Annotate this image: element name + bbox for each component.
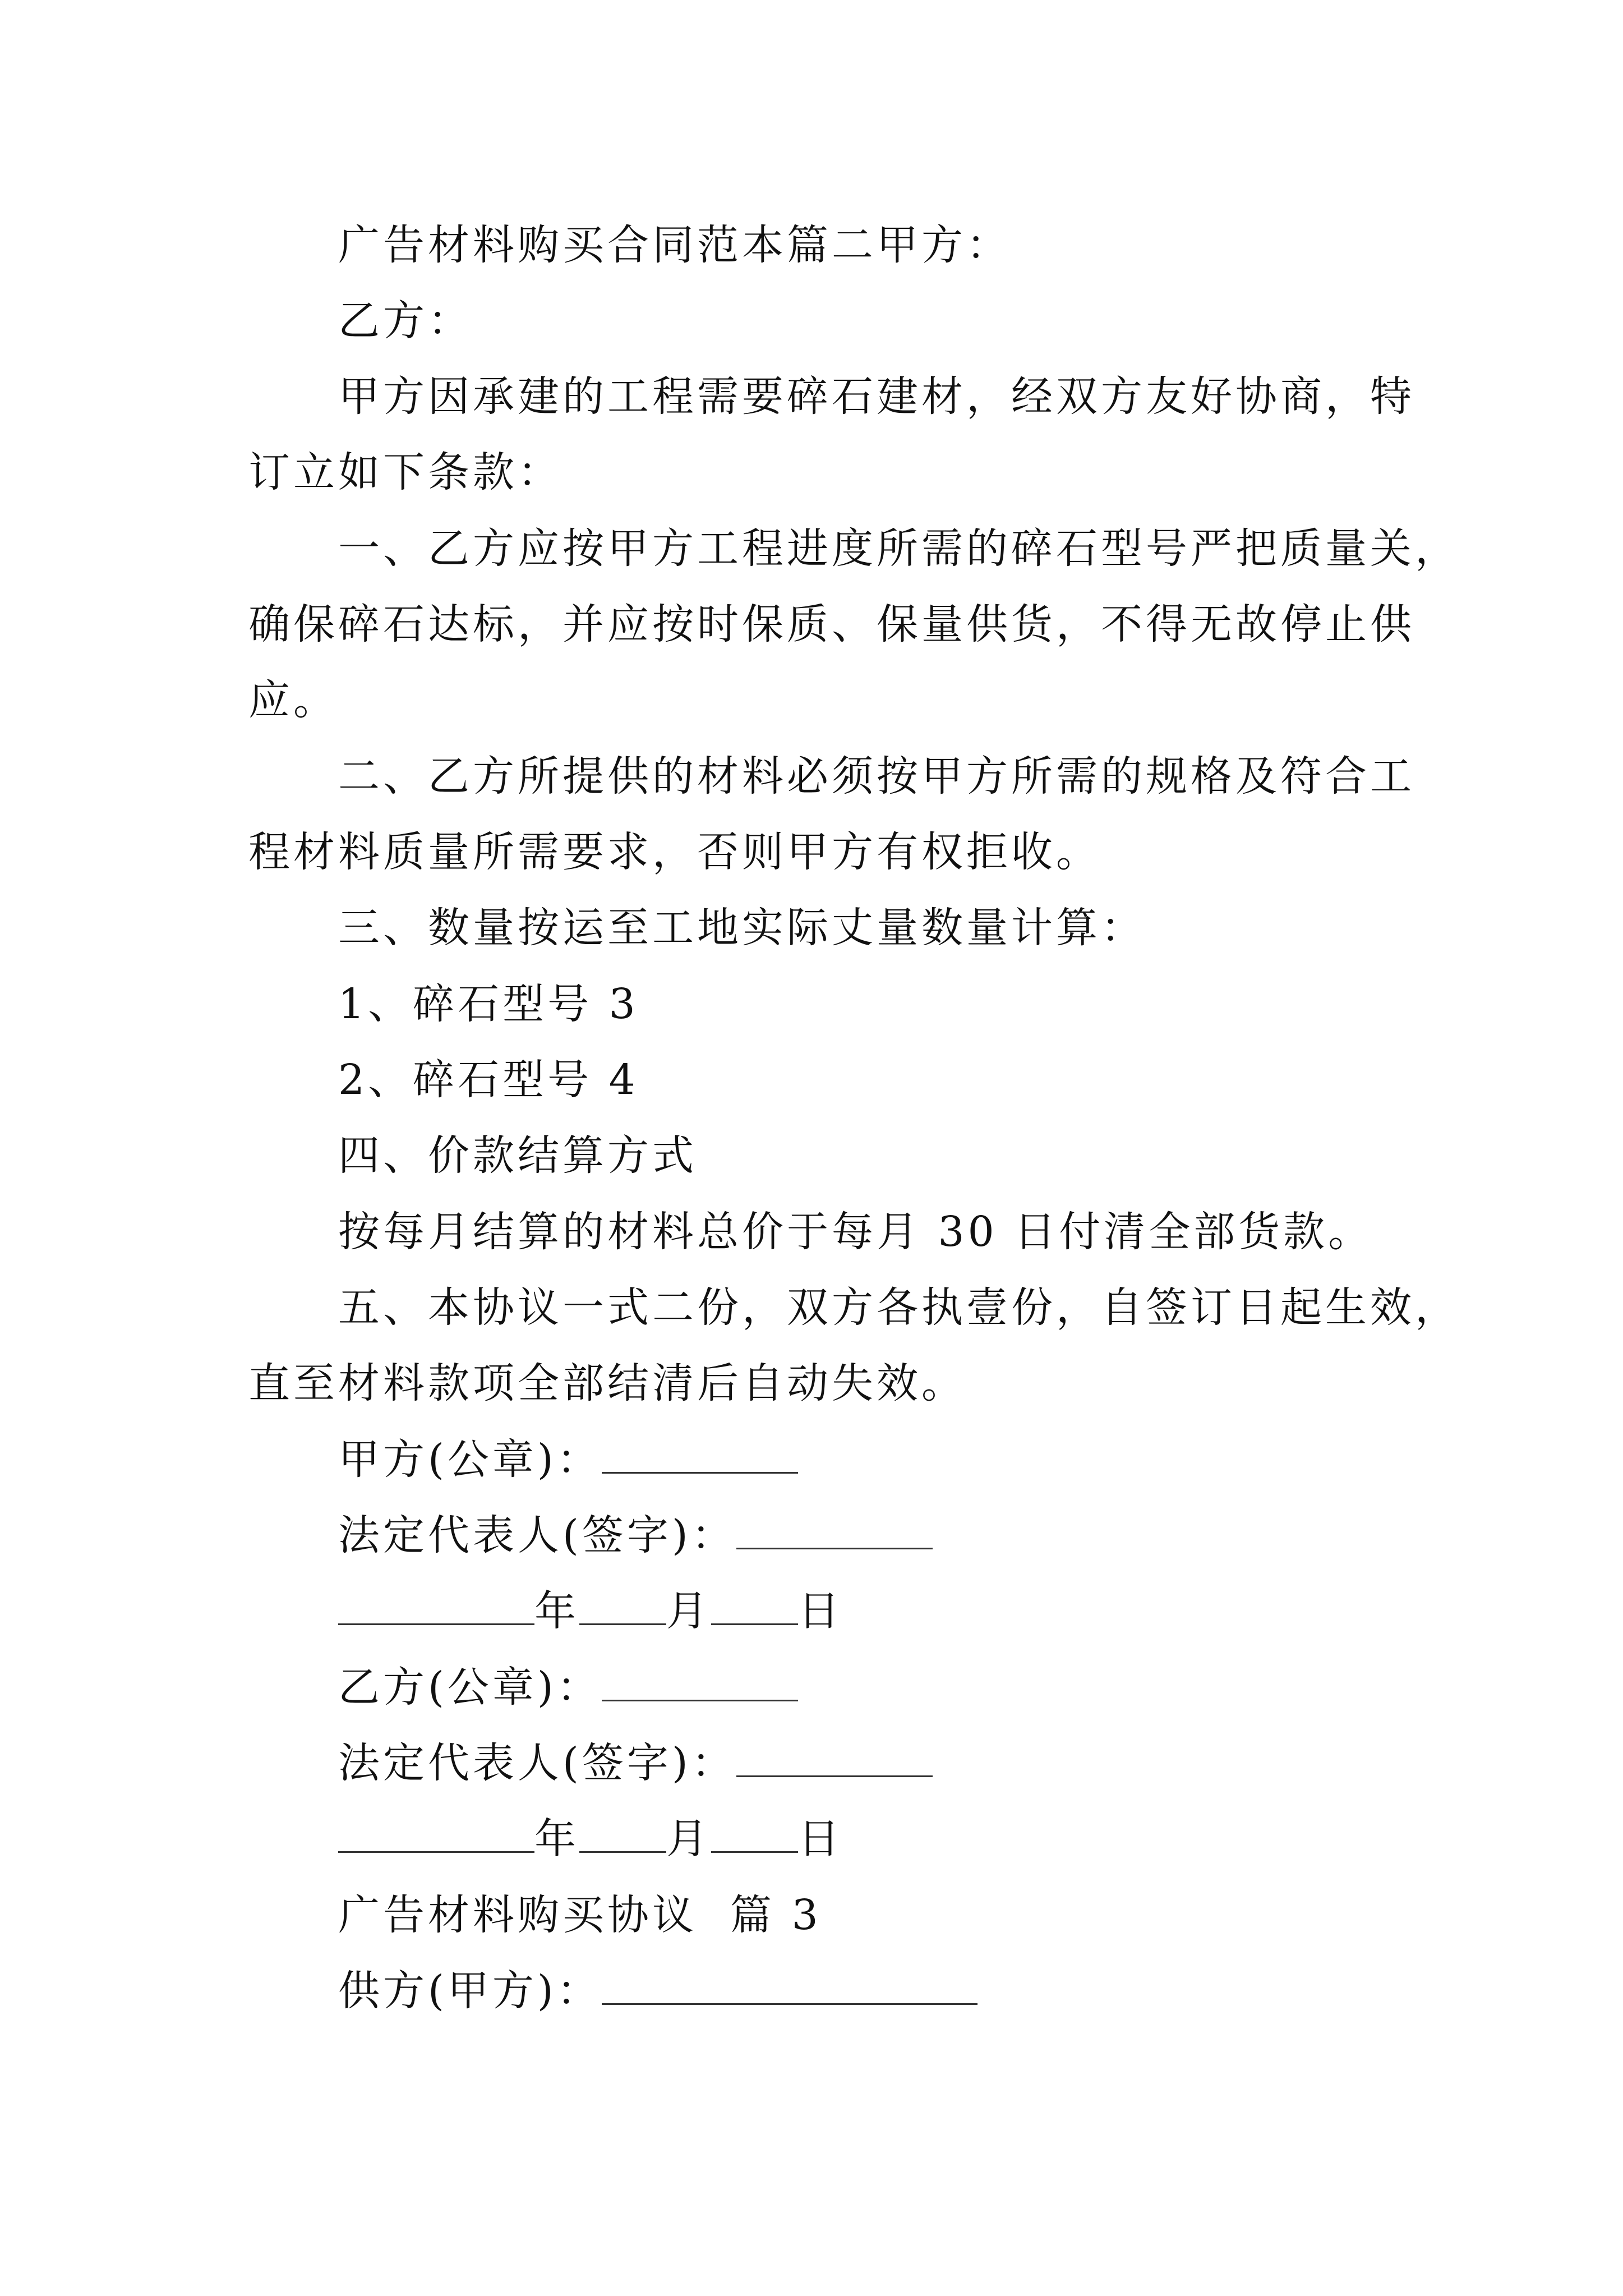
party-b-label: 乙方：	[338, 297, 473, 345]
clause-3-heading: 三、数量按运至工地实际丈量数量计算：	[338, 904, 1146, 952]
party-a-seal-line: 甲方(公章)：	[338, 1434, 798, 1485]
clause-1-line-3: 应。	[248, 676, 338, 724]
title-line: 广告材料购买合同范本篇二甲方：	[338, 221, 1011, 269]
party-b-representative-line: 法定代表人(签字)：	[338, 1738, 933, 1788]
intro-paragraph-line-1: 甲方因承建的工程需要碎石建材，经双方友好协商，特	[338, 372, 1415, 421]
clause-2-line-1: 二、乙方所提供的材料必须按甲方所需的规格及符合工	[338, 752, 1415, 800]
clause-1-line-1: 一、乙方应按甲方工程进度所需的碎石型号严把质量关，	[338, 524, 1460, 573]
clause-4-heading: 四、价款结算方式	[338, 1131, 697, 1180]
party-b-seal-line: 乙方(公章)：	[338, 1662, 798, 1713]
party-b-date-line: 年 月 日	[338, 1814, 843, 1864]
clause-2-line-2: 程材料质量所需要求，否则甲方有权拒收。	[248, 828, 1101, 876]
intro-paragraph-line-2: 订立如下条款：	[248, 448, 562, 496]
party-a-day-blank	[711, 1589, 798, 1625]
party-a-date-line: 年 月 日	[338, 1586, 843, 1636]
clause-4-body: 按每月结算的材料总价于每月 30 日付清全部货款。	[338, 1208, 1373, 1256]
supplier-line: 供方(甲方)：	[338, 1966, 978, 2016]
clause-3-item-2: 2、碎石型号 4	[338, 1056, 639, 1104]
party-a-month-blank	[579, 1589, 666, 1625]
clause-1-line-2: 确保碎石达标，并应按时保质、保量供货，不得无故停止供	[248, 600, 1415, 648]
section-3-title: 广告材料购买协议 篇 3	[338, 1891, 822, 1939]
party-a-seal-blank	[602, 1437, 798, 1474]
supplier-blank	[602, 1968, 978, 2005]
party-a-representative-line: 法定代表人(签字)：	[338, 1510, 933, 1561]
clause-5-line-1: 五、本协议一式二份，双方各执壹份，自签订日起生效，	[338, 1283, 1460, 1332]
party-b-seal-blank	[602, 1665, 798, 1701]
party-b-day-blank	[711, 1816, 798, 1853]
clause-5-line-2: 直至材料款项全部结清后自动失效。	[248, 1359, 966, 1407]
clause-3-item-1: 1、碎石型号 3	[338, 980, 639, 1028]
party-a-signature-blank	[736, 1513, 933, 1549]
party-b-month-blank	[579, 1816, 666, 1853]
party-b-signature-blank	[736, 1741, 933, 1777]
party-b-year-blank	[338, 1816, 534, 1853]
party-a-year-blank	[338, 1589, 534, 1625]
